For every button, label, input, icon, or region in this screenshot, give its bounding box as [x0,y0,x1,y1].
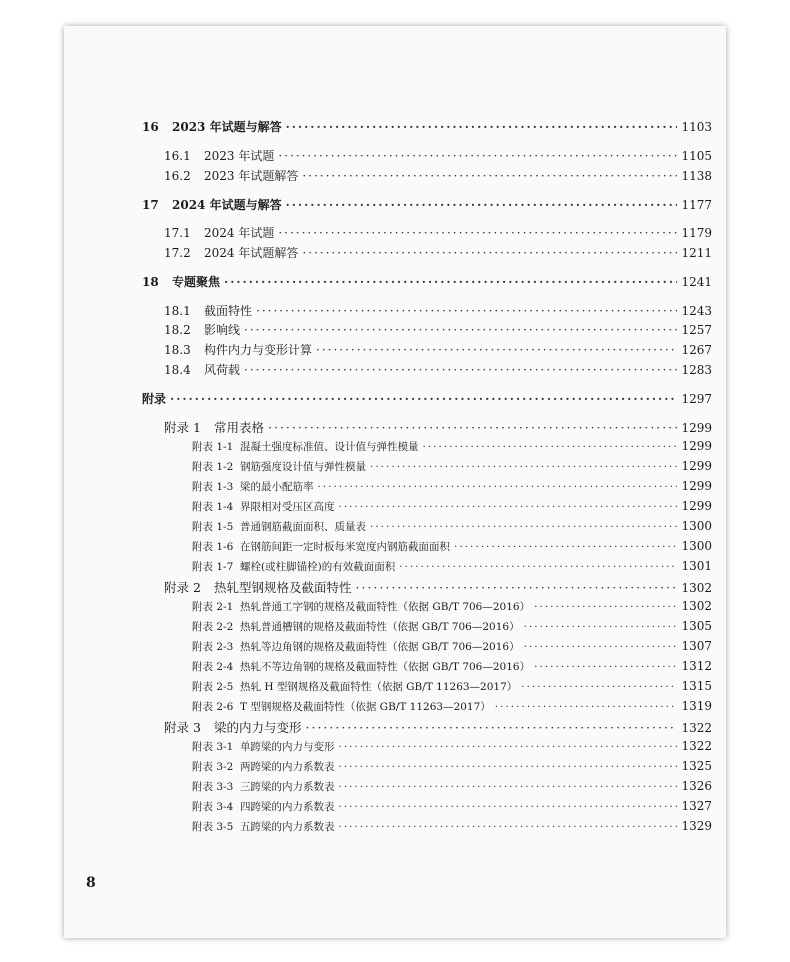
table-of-contents [64,26,726,938]
page-number: 1327 [681,799,712,813]
toc-table-1-1[interactable] [192,439,712,454]
leader-dots [454,541,677,553]
appendix-part-title: 梁的内力与变形 [214,720,302,735]
page-number: 1105 [681,149,712,163]
page-number: 1302 [681,599,712,613]
section-title: 2023 年试题解答 [204,169,299,183]
table-number: 附表 3-1 [192,741,234,753]
table-number: 附表 2-1 [192,601,234,613]
table-title: 普通钢筋截面面积、质量表 [240,521,366,533]
table-title: 在钢筋间距一定时板每米宽度内钢筋截面面积 [240,541,450,553]
appendix-title: 附录 [142,392,167,406]
page-number: 1325 [681,759,712,773]
leader-dots [316,343,677,357]
page-number: 1138 [681,169,712,183]
toc-table-2-4[interactable] [192,659,712,674]
page-number: 1319 [681,699,712,713]
leader-dots [534,601,677,613]
toc-table-1-3[interactable] [192,479,712,494]
section-number: 17.2 [164,246,191,260]
leader-dots [339,801,678,813]
table-title: 单跨梁的内力与变形 [240,741,335,753]
toc-appendix[interactable] [142,390,712,407]
toc-table-1-4[interactable] [192,499,712,514]
page-number: 1299 [681,439,712,453]
table-title: 两跨梁的内力系数表 [240,761,335,773]
page-number: 1297 [681,392,712,406]
toc-table-3-4[interactable] [192,799,712,814]
section-title: 2024 年试题 [204,226,275,240]
page-number: 1301 [681,559,712,573]
page-number: 1300 [681,519,712,533]
toc-table-2-2[interactable] [192,619,712,634]
section-number: 18.4 [164,363,191,377]
table-number: 附表 1-5 [192,521,234,533]
page-number: 1103 [681,120,712,134]
toc-chapter-16[interactable] [142,118,712,135]
table-number: 附表 3-4 [192,801,234,813]
leader-dots [339,781,678,793]
table-title: 三跨梁的内力系数表 [240,781,335,793]
page-number: 1267 [681,343,712,357]
appendix-part-number: 附录 1 [164,420,201,435]
toc-appendix-3[interactable] [164,718,712,736]
page-number: 1283 [681,363,712,377]
leader-dots [244,323,677,337]
section-title: 构件内力与变形计算 [204,343,313,357]
page-number: 1243 [681,304,712,318]
page-number: 1302 [681,581,712,595]
page-number: 1312 [681,659,712,673]
table-number: 附表 3-3 [192,781,234,793]
chapter-number: 16 [142,120,159,134]
table-number: 附表 3-2 [192,761,234,773]
leader-dots [495,701,678,713]
leader-dots [339,821,678,833]
page-number: 1241 [681,275,712,289]
leader-dots [244,363,677,377]
chapter-title: 2023 年试题与解答 [172,120,282,134]
page-number: 1257 [681,323,712,337]
table-title: 界限相对受压区高度 [240,501,335,513]
page-folio-number: 8 [86,875,96,891]
section-number: 18.3 [164,343,191,357]
toc-section-18-2[interactable] [164,321,712,338]
table-number: 附表 2-4 [192,661,234,673]
toc-section-18-1[interactable] [164,302,712,319]
section-title: 截面特性 [204,304,253,318]
toc-table-1-7[interactable] [192,559,712,574]
page-number: 1177 [681,198,712,212]
appendix-part-title: 常用表格 [214,420,265,435]
leader-dots [286,120,678,134]
section-title: 2023 年试题 [204,149,275,163]
page-number: 1322 [681,739,712,753]
leader-dots [224,275,677,289]
leader-dots [370,521,677,533]
table-number: 附表 2-3 [192,641,234,653]
section-title: 影响线 [204,323,241,337]
chapter-number: 17 [142,198,159,212]
toc-table-3-2[interactable] [192,759,712,774]
leader-dots [286,198,678,212]
section-number: 16.1 [164,149,191,163]
leader-dots [423,441,678,453]
toc-section-17-2[interactable] [164,244,712,261]
table-title: T 型钢规格及截面特性（依据 GB/T 11263—2017） [240,701,491,713]
section-number: 18.1 [164,304,191,318]
leader-dots [524,641,678,653]
table-number: 附表 2-5 [192,681,234,693]
page-number: 1326 [681,779,712,793]
toc-table-1-6[interactable] [192,539,712,554]
leader-dots [370,461,677,473]
toc-chapter-17[interactable] [142,196,712,213]
toc-chapter-18[interactable] [142,273,712,290]
toc-section-16-2[interactable] [164,167,712,184]
table-number: 附表 1-4 [192,501,234,513]
chapter-title: 2024 年试题与解答 [172,198,282,212]
page-number: 1211 [681,246,712,260]
table-number: 附表 2-6 [192,701,234,713]
section-title: 2024 年试题解答 [204,246,299,260]
toc-section-18-3[interactable] [164,341,712,358]
toc-section-16-1[interactable] [164,147,712,164]
table-title: 梁的最小配筋率 [240,481,314,493]
table-title: 热轧等边角钢的规格及截面特性（依据 GB/T 706—2016） [240,641,520,653]
leader-dots [356,580,678,595]
table-number: 附表 2-2 [192,621,234,633]
leader-dots [339,501,678,513]
leader-dots [278,149,677,163]
table-title: 混凝土强度标准值、设计值与弹性模量 [240,441,419,453]
leader-dots [534,661,677,673]
toc-table-1-5[interactable] [192,519,712,534]
page-number: 1300 [681,539,712,553]
toc-table-3-3[interactable] [192,779,712,794]
toc-section-17-1[interactable] [164,224,712,241]
leader-dots [302,169,677,183]
table-number: 附表 1-2 [192,461,234,473]
leader-dots [306,720,678,735]
toc-table-2-1[interactable] [192,599,712,614]
table-number: 附表 1-3 [192,481,234,493]
page-number: 1299 [681,459,712,473]
section-title: 风荷载 [204,363,241,377]
page-number: 1305 [681,619,712,633]
page-number: 1299 [681,479,712,493]
table-title: 五跨梁的内力系数表 [240,821,335,833]
page-number: 1315 [681,679,712,693]
leader-dots [339,741,678,753]
page-number: 1322 [681,721,712,735]
leader-dots [256,304,677,318]
table-title: 四跨梁的内力系数表 [240,801,335,813]
leader-dots [399,561,677,573]
leader-dots [302,246,677,260]
leader-dots [278,226,677,240]
toc-table-2-3[interactable] [192,639,712,654]
leader-dots [268,420,677,435]
toc-table-1-2[interactable] [192,459,712,474]
table-number: 附表 3-5 [192,821,234,833]
appendix-part-number: 附录 2 [164,580,201,595]
appendix-part-title: 热轧型钢规格及截面特性 [214,580,352,595]
table-title: 螺栓(或柱脚锚栓)的有效截面面积 [240,561,396,573]
section-number: 18.2 [164,323,191,337]
leader-dots [524,621,678,633]
toc-table-2-5[interactable] [192,679,712,694]
appendix-part-number: 附录 3 [164,720,201,735]
table-title: 热轧普通工字钢的规格及截面特性（依据 GB/T 706—2016） [240,601,531,613]
table-number: 附表 1-6 [192,541,234,553]
leader-dots [339,761,678,773]
chapter-title: 专题聚焦 [172,275,221,289]
table-title: 热轧普通槽钢的规格及截面特性（依据 GB/T 706—2016） [240,621,520,633]
page-number: 1299 [681,499,712,513]
book-page [64,26,726,938]
toc-section-18-4[interactable] [164,361,712,378]
toc-appendix-1[interactable] [164,418,712,436]
table-title: 热轧不等边角钢的规格及截面特性（依据 GB/T 706—2016） [240,661,531,673]
leader-dots [318,481,678,493]
section-number: 17.1 [164,226,191,240]
table-title: 热轧 H 型钢规格及截面特性（依据 GB/T 11263—2017） [240,681,518,693]
page-number: 1299 [681,421,712,435]
toc-appendix-2[interactable] [164,578,712,596]
page-number: 1329 [681,819,712,833]
toc-table-3-5[interactable] [192,819,712,834]
leader-dots [170,392,677,406]
table-number: 附表 1-7 [192,561,234,573]
toc-table-2-6[interactable] [192,699,712,714]
chapter-number: 18 [142,275,159,289]
page-number: 1307 [681,639,712,653]
toc-table-3-1[interactable] [192,739,712,754]
section-number: 16.2 [164,169,191,183]
page-number: 1179 [681,226,712,240]
table-title: 钢筋强度设计值与弹性模量 [240,461,366,473]
table-number: 附表 1-1 [192,441,234,453]
leader-dots [521,681,677,693]
